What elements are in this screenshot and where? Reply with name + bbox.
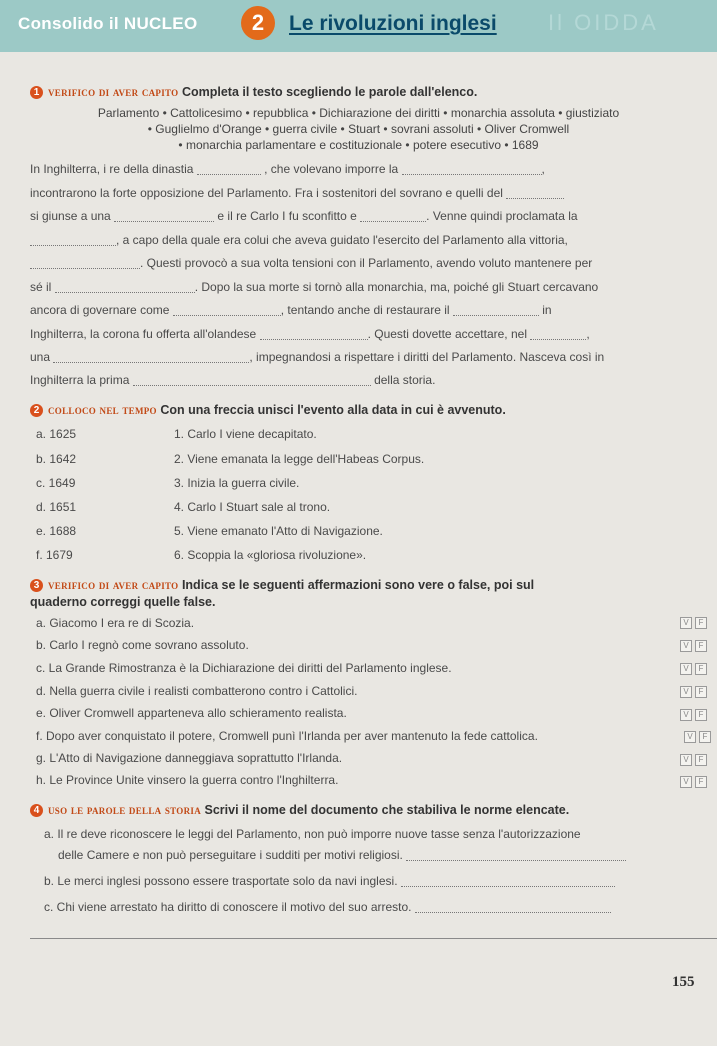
exercise-2-heading bbox=[30, 403, 506, 418]
true-checkbox[interactable]: V bbox=[680, 617, 692, 629]
true-checkbox[interactable]: V bbox=[680, 754, 692, 766]
fill-text-line bbox=[30, 373, 690, 387]
text-fragment: , che volevano imporre la bbox=[264, 162, 399, 176]
statement-item: g. L'Atto di Navigazione danneggiava soprattutto l'Irlanda. bbox=[36, 751, 343, 765]
text-fragment: , impegnandosi a rispettare i diritti del Parlamento. Nasceva così in bbox=[249, 350, 605, 364]
norm-item bbox=[44, 874, 615, 888]
fill-text-line bbox=[30, 256, 690, 270]
answer-blank[interactable] bbox=[406, 860, 626, 861]
exercise-1-heading bbox=[30, 85, 477, 100]
page-divider bbox=[30, 938, 717, 939]
exercise-label: colloco nel tempo bbox=[48, 403, 157, 417]
exercise-4-heading bbox=[30, 803, 569, 818]
chapter-header bbox=[0, 0, 717, 52]
statement-item: f. Dopo aver conquistato il potere, Cromwell punì l'Irlanda per aver mantenuto la fede cattolica. bbox=[36, 729, 538, 743]
norm-item: a. Il re deve riconoscere le leggi del Parlamento, non può imporre nuove tasse senza l'autorizzazione bbox=[44, 827, 581, 841]
false-checkbox[interactable]: F bbox=[695, 663, 707, 675]
true-false-choice bbox=[680, 709, 707, 721]
exercise-3-heading bbox=[30, 578, 534, 593]
text-fragment: una bbox=[30, 350, 51, 364]
exercise-instruction: Completa il testo scegliendo le parole dall'elenco. bbox=[181, 85, 478, 99]
true-checkbox[interactable]: V bbox=[680, 686, 692, 698]
text-fragment: si giunse a una bbox=[30, 209, 111, 223]
fill-text-line: Inghilterra, la corona fu offerta all'olandese . Questi dovette accettare, nel , bbox=[30, 327, 590, 341]
false-checkbox[interactable]: F bbox=[695, 776, 707, 788]
exercise-number-badge: 4 bbox=[30, 804, 43, 817]
true-false-choice bbox=[680, 754, 707, 766]
text-fragment: incontrarono la forte opposizione del Parlamento. Fra i sostenitori del sovrano e quelli del bbox=[30, 186, 503, 200]
norm-item bbox=[44, 900, 611, 914]
answer-blank[interactable] bbox=[415, 912, 611, 913]
fill-text-line: In Inghilterra, i re della dinastia , che volevano imporre la , bbox=[30, 162, 545, 176]
false-checkbox[interactable]: F bbox=[699, 731, 711, 743]
text-fragment: . Questi dovette accettare, nel bbox=[367, 327, 527, 341]
fill-text-line bbox=[30, 303, 690, 317]
statement-item: e. Oliver Cromwell apparteneva allo schieramento realista. bbox=[36, 706, 347, 720]
statement-item: d. Nella guerra civile i realisti combatterono contro i Cattolici. bbox=[36, 684, 358, 698]
text-fragment: delle Camere e non può perseguitare i sudditi per motivi religiosi. bbox=[58, 848, 403, 862]
answer-blank[interactable] bbox=[173, 315, 281, 316]
true-false-choice bbox=[680, 776, 707, 788]
answer-blank[interactable] bbox=[453, 315, 539, 316]
true-checkbox[interactable]: V bbox=[680, 640, 692, 652]
fill-text-line bbox=[30, 350, 690, 364]
true-checkbox[interactable]: V bbox=[680, 776, 692, 788]
date-item[interactable]: b. 1642 bbox=[36, 452, 77, 466]
answer-blank[interactable] bbox=[30, 245, 116, 246]
date-item[interactable]: a. 1625 bbox=[36, 427, 77, 441]
false-checkbox[interactable]: F bbox=[695, 640, 707, 652]
text-fragment: . Dopo la sua morte si tornò alla monarchia, ma, poiché gli Stuart cercavano bbox=[194, 280, 599, 294]
header-ghost-text: Il OIDDA bbox=[548, 10, 659, 35]
exercise-label: verifico di aver capito bbox=[48, 85, 179, 99]
answer-blank[interactable] bbox=[360, 221, 426, 222]
true-checkbox[interactable]: V bbox=[684, 731, 696, 743]
answer-blank[interactable] bbox=[197, 174, 261, 175]
chapter-number-badge: 2 bbox=[241, 6, 275, 40]
answer-blank[interactable] bbox=[530, 339, 586, 340]
answer-blank[interactable] bbox=[506, 198, 564, 199]
text-fragment: in bbox=[542, 303, 552, 317]
statement-item: h. Le Province Unite vinsero la guerra contro l'Inghilterra. bbox=[36, 773, 339, 787]
event-item[interactable]: 4. Carlo I Stuart sale al trono. bbox=[174, 500, 331, 514]
true-false-choice bbox=[684, 731, 711, 743]
text-fragment: , tentando anche di restaurare il bbox=[280, 303, 450, 317]
text-fragment: . Questi provocò a sua volta tensioni con il Parlamento, avendo voluto mantenere per bbox=[140, 256, 593, 270]
text-fragment: ancora di governare come bbox=[30, 303, 170, 317]
exercise-number-badge: 2 bbox=[30, 404, 43, 417]
true-checkbox[interactable]: V bbox=[680, 709, 692, 721]
text-fragment: , a capo della quale era colui che aveva guidato l'esercito del Parlamento alla vittoria, bbox=[116, 233, 568, 247]
answer-blank[interactable] bbox=[260, 339, 368, 340]
date-item[interactable]: e. 1688 bbox=[36, 524, 77, 538]
false-checkbox[interactable]: F bbox=[695, 754, 707, 766]
answer-blank[interactable] bbox=[30, 268, 140, 269]
true-false-choice bbox=[680, 640, 707, 652]
exercise-label: uso le parole della storia bbox=[48, 803, 202, 817]
exercise-instruction: Indica se le seguenti affermazioni sono vere o false, poi sul bbox=[181, 578, 535, 592]
fill-text-line bbox=[30, 280, 690, 294]
answer-blank[interactable] bbox=[401, 886, 615, 887]
answer-blank[interactable] bbox=[55, 292, 195, 293]
statement-item: b. Carlo I regnò come sovrano assoluto. bbox=[36, 638, 249, 652]
fill-text-line bbox=[30, 186, 690, 200]
text-fragment: . Venne quindi proclamata la bbox=[426, 209, 578, 223]
exercise-instruction: Con una freccia unisci l'evento alla data in cui è avvenuto. bbox=[160, 403, 506, 417]
page-number: 155 bbox=[672, 974, 695, 990]
text-fragment: e il re Carlo I fu sconfitto e bbox=[217, 209, 357, 223]
fill-text-line bbox=[30, 209, 690, 223]
chapter-title: Le rivoluzioni inglesi bbox=[289, 12, 497, 35]
true-false-choice bbox=[680, 663, 707, 675]
event-item[interactable]: 6. Scoppia la «gloriosa rivoluzione». bbox=[174, 548, 367, 562]
false-checkbox[interactable]: F bbox=[695, 617, 707, 629]
statement-item: c. La Grande Rimostranza è la Dichiarazione dei diritti del Parlamento inglese. bbox=[36, 661, 452, 675]
true-false-choice bbox=[680, 686, 707, 698]
exercise-instruction: Scrivi il nome del documento che stabiliva le norme elencate. bbox=[204, 803, 570, 817]
event-item[interactable]: 3. Inizia la guerra civile. bbox=[174, 476, 300, 490]
date-item[interactable]: d. 1651 bbox=[36, 500, 77, 514]
fill-text-line bbox=[30, 233, 690, 247]
event-item[interactable]: 5. Viene emanato l'Atto di Navigazione. bbox=[174, 524, 383, 538]
statement-item: a. Giacomo I era re di Scozia. bbox=[36, 616, 195, 630]
exercise-number-badge: 3 bbox=[30, 579, 43, 592]
text-fragment: sé il bbox=[30, 280, 52, 294]
answer-blank[interactable] bbox=[402, 174, 542, 175]
text-fragment: c. Chi viene arrestato ha diritto di conoscere il motivo del suo arresto. bbox=[44, 900, 412, 914]
word-list-line-3: • monarchia parlamentare e costituzionale • potere esecutivo • 1689 bbox=[178, 138, 539, 152]
norm-item-cont bbox=[58, 848, 626, 862]
false-checkbox[interactable]: F bbox=[695, 686, 707, 698]
true-false-choice bbox=[680, 617, 707, 629]
date-item[interactable]: f. 1679 bbox=[36, 548, 73, 562]
text-fragment: In Inghilterra, i re della dinastia bbox=[30, 162, 194, 176]
answer-blank[interactable] bbox=[133, 385, 371, 386]
text-fragment: Inghilterra la prima bbox=[30, 373, 130, 387]
text-fragment: Inghilterra, la corona fu offerta all'olandese bbox=[30, 327, 257, 341]
false-checkbox[interactable]: F bbox=[695, 709, 707, 721]
text-fragment: della storia. bbox=[374, 373, 436, 387]
exercise-instruction-cont: quaderno correggi quelle false. bbox=[30, 595, 216, 609]
true-checkbox[interactable]: V bbox=[680, 663, 692, 675]
date-item[interactable]: c. 1649 bbox=[36, 476, 76, 490]
exercise-label: verifico di aver capito bbox=[48, 578, 179, 592]
word-list-line-2: • Guglielmo d'Orange • guerra civile • Stuart • sovrani assoluti • Oliver Cromwell bbox=[147, 122, 570, 136]
answer-blank[interactable] bbox=[114, 221, 214, 222]
event-item[interactable]: 1. Carlo I viene decapitato. bbox=[174, 427, 317, 441]
series-label: Consolido il NUCLEO bbox=[18, 14, 198, 33]
event-item[interactable]: 2. Viene emanata la legge dell'Habeas Corpus. bbox=[174, 452, 425, 466]
word-list-line-1: Parlamento • Cattolicesimo • repubblica • Dichiarazione dei diritti • monarchia assoluta • giustiziato bbox=[97, 106, 620, 120]
text-fragment: b. Le merci inglesi possono essere trasportate solo da navi inglesi. bbox=[44, 874, 398, 888]
exercise-number-badge: 1 bbox=[30, 86, 43, 99]
answer-blank[interactable] bbox=[53, 362, 249, 363]
